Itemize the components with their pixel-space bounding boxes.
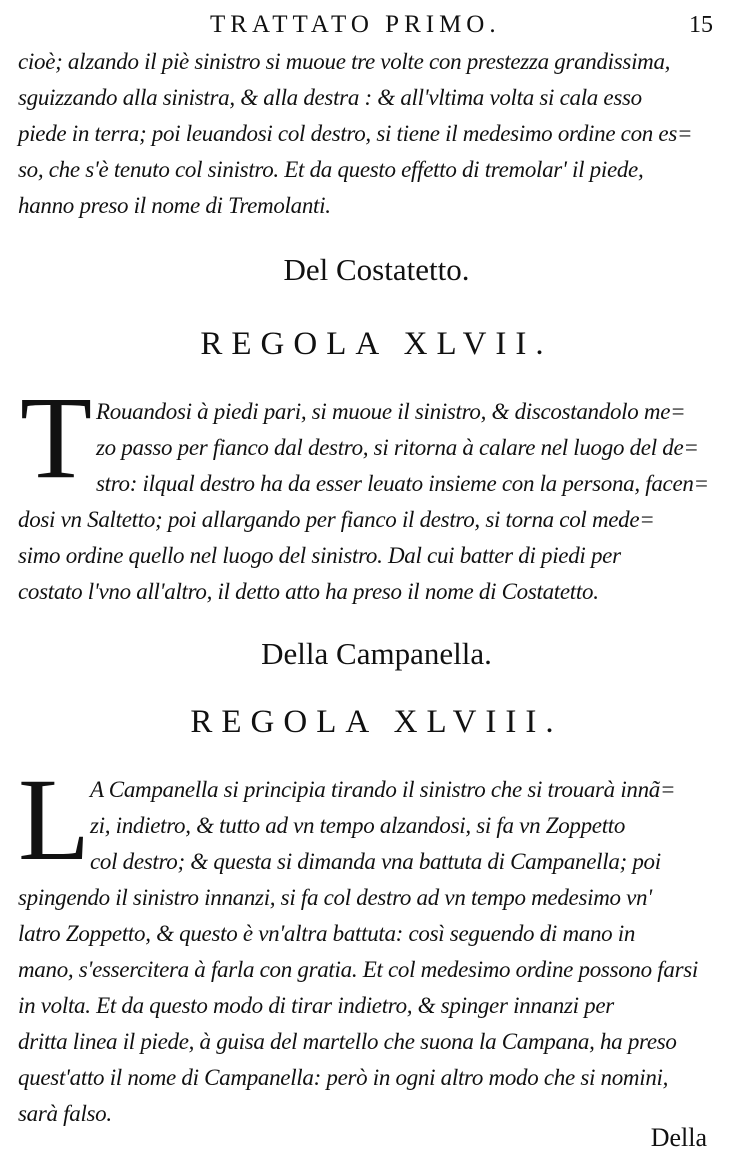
text-line: so, che s'è tenuto col sinistro. Et da questo effetto di tremolar' il piede, (18, 157, 644, 182)
text-line: in volta. Et da questo modo di tirar indietro, & spinger innanzi per (18, 993, 614, 1018)
drop-cap: L (18, 754, 91, 885)
text-line: dosi vn Saltetto; poi allargando per fianco il destro, si torna col mede= (18, 507, 655, 532)
text-line: hanno preso il nome di Tremolanti. (18, 193, 331, 218)
running-title: TRATTATO PRIMO. (210, 11, 501, 38)
section-title: Del Costatetto. (283, 252, 470, 287)
page-number: 15 (689, 12, 713, 38)
rule-heading: REGOLA XLVIII. (190, 704, 563, 740)
rule-heading: REGOLA XLVII. (200, 326, 553, 362)
text-line: simo ordine quello nel luogo del sinistro. Dal cui batter di piedi per (18, 543, 621, 568)
text-line: A Campanella si principia tirando il sinistro che si trouarà innã= (90, 777, 676, 802)
drop-cap: T (20, 372, 93, 503)
running-head (0, 8, 753, 42)
section-title: Della Campanella. (261, 636, 492, 671)
text-line: mano, s'essercitera à farla con gratia. Et col medesimo ordine possono farsi (18, 957, 698, 982)
text-line: zo passo per fianco dal destro, si ritorna à calare nel luogo del de= (96, 435, 699, 460)
text-line: col destro; & questa si dimanda vna battuta di Campanella; poi (90, 849, 661, 874)
text-line: dritta linea il piede, à guisa del martello che suona la Campana, ha preso (18, 1029, 677, 1054)
text-line: stro: ilqual destro ha da esser leuato insieme con la persona, facen= (96, 471, 709, 496)
text-line: sguizzando alla sinistra, & alla destra : & all'vltima volta si cala esso (18, 85, 642, 110)
text-line: cioè; alzando il piè sinistro si muoue tre volte con prestezza grandissima, (18, 49, 671, 74)
text-line: piede in terra; poi leuandosi col destro, si tiene il medesimo ordine con es= (18, 121, 693, 146)
text-line: quest'atto il nome di Campanella: però in ogni altro modo che si nomini, (18, 1065, 669, 1090)
catchword: Della (650, 1123, 707, 1152)
text-line: spingendo il sinistro innanzi, si fa col destro ad vn tempo medesimo vn' (18, 885, 652, 910)
text-line: sarà falso. (18, 1101, 112, 1126)
text-line: latro Zoppetto, & questo è vn'altra battuta: così seguendo di mano in (18, 921, 636, 946)
text-line: Rouandosi à piedi pari, si muoue il sinistro, & discostandolo me= (96, 399, 686, 424)
text-line: costato l'vno all'altro, il detto atto ha preso il nome di Costatetto. (18, 579, 599, 604)
text-line: zi, indietro, & tutto ad vn tempo alzandosi, si fa vn Zoppetto (90, 813, 626, 838)
